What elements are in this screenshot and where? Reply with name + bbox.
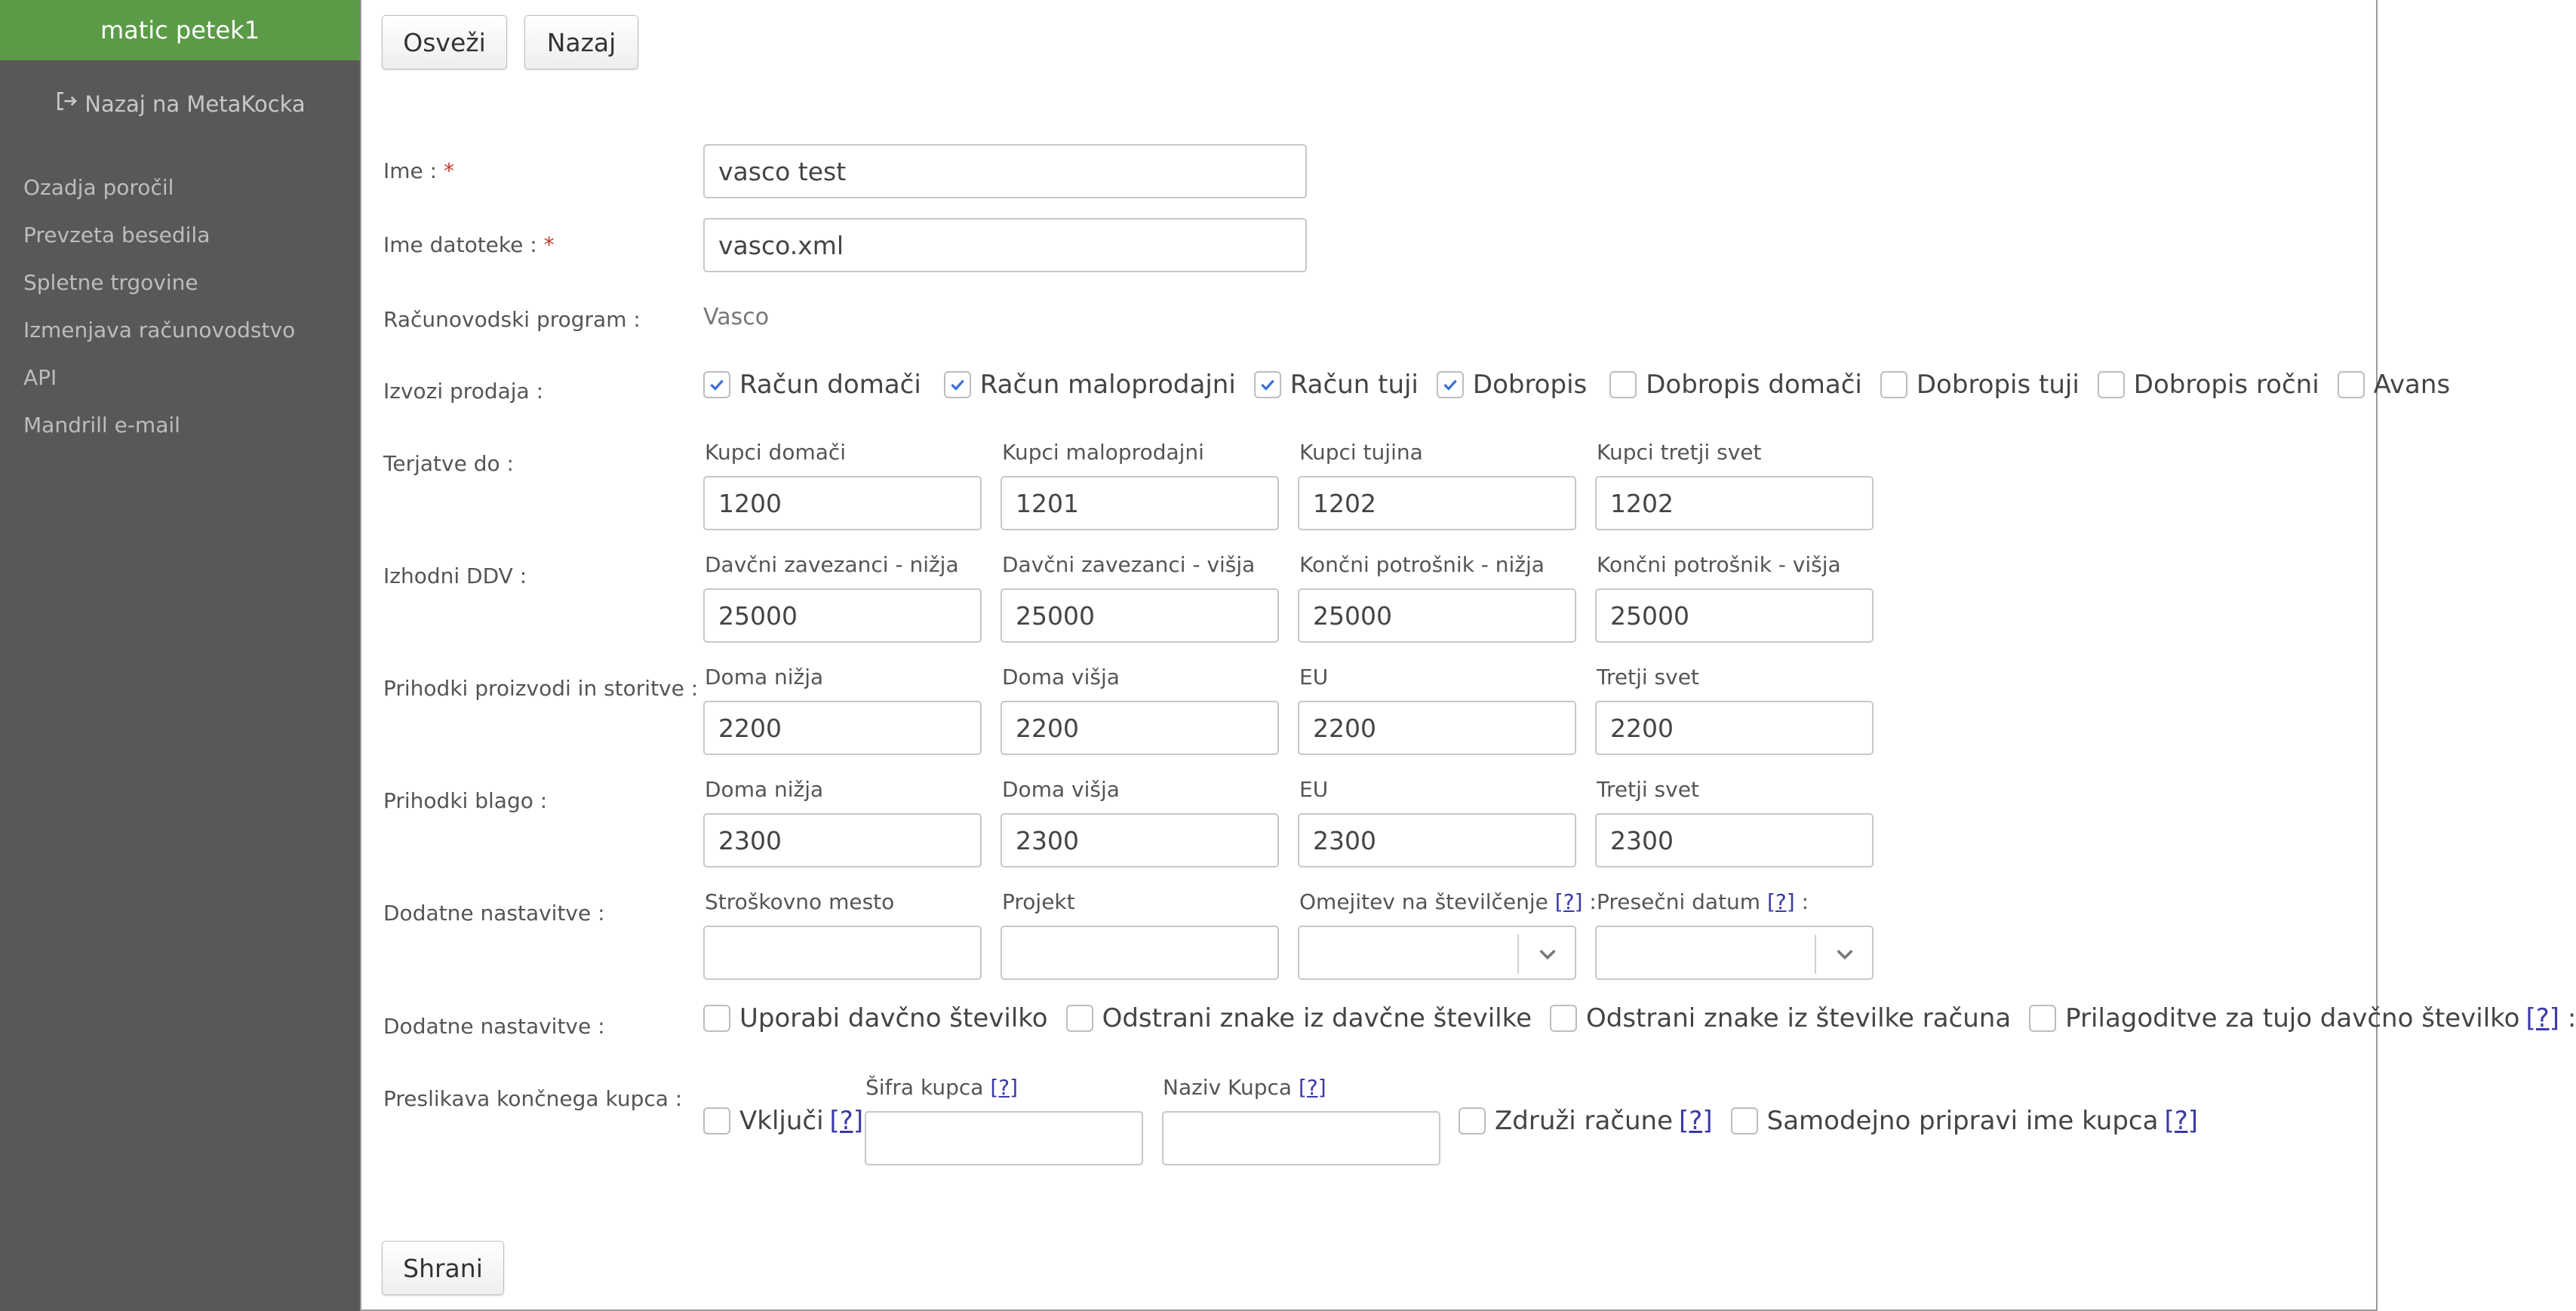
- sidebar-item-api[interactable]: [0, 354, 360, 401]
- export-option[interactable]: Dobropis ročni: [2098, 370, 2319, 400]
- receivables-input[interactable]: 1201: [1001, 476, 1279, 530]
- refresh-button[interactable]: Osveži: [382, 15, 507, 69]
- output-vat-label: Izhodni DDV :: [383, 563, 527, 588]
- income-products-input[interactable]: 2200: [1001, 701, 1279, 755]
- export-option[interactable]: Račun domači: [703, 370, 921, 400]
- income-products-field-label: Tretji svet: [1597, 665, 1699, 689]
- auto-name-help-link[interactable]: [?]: [2164, 1106, 2199, 1136]
- numbering-limit-label: Omejitev na številčenje [?] :: [1299, 889, 1597, 914]
- export-option[interactable]: Dobropis tuji: [1880, 370, 2080, 400]
- customer-code-input[interactable]: [865, 1111, 1143, 1165]
- cutoff-date-help-link[interactable]: [?]: [1767, 889, 1795, 914]
- end-customer-options: [1459, 1106, 2198, 1136]
- strip-tax-number-option[interactable]: Odstrani znake iz davčne številke: [1066, 1003, 1532, 1033]
- export-option[interactable]: Dobropis: [1437, 370, 1587, 400]
- name-label: Ime : *: [383, 158, 454, 183]
- output-vat-field-label: Končni potrošnik - nižja: [1299, 552, 1545, 577]
- chevron-down-icon: [1535, 944, 1560, 965]
- back-to-metakocka-label: Nazaj na MetaKocka: [85, 91, 306, 117]
- income-goods-field-label: Doma višja: [1002, 777, 1120, 802]
- income-goods-input[interactable]: 2300: [1001, 813, 1279, 867]
- checkbox[interactable]: [1609, 371, 1637, 398]
- foreign-tax-help-link[interactable]: [?]: [2525, 1003, 2560, 1033]
- sidebar-item-report-backgrounds[interactable]: [0, 164, 360, 211]
- sidebar-item-label: API: [23, 365, 57, 390]
- exports-options: [703, 370, 2450, 400]
- extra-settings-options: [703, 1003, 2576, 1033]
- sidebar-item-label: Mandrill e-mail: [23, 413, 180, 438]
- sidebar: [0, 0, 360, 1311]
- sidebar-item-accounting-exchange[interactable]: [0, 306, 360, 354]
- output-vat-field-label: Davčni zavezanci - višja: [1002, 552, 1256, 577]
- receivables-input[interactable]: 1202: [1595, 476, 1874, 530]
- receivables-field-label: Kupci maloprodajni: [1002, 440, 1204, 465]
- income-products-input[interactable]: 2200: [1595, 701, 1874, 755]
- filename-input[interactable]: vasco.xml: [703, 218, 1307, 272]
- project-label: Projekt: [1002, 889, 1075, 914]
- checkbox[interactable]: [1254, 371, 1281, 398]
- back-to-metakocka-link[interactable]: [0, 89, 360, 118]
- sidebar-item-label: Spletne trgovine: [23, 270, 198, 295]
- checkbox[interactable]: [703, 371, 730, 398]
- cost-center-input[interactable]: [703, 926, 982, 980]
- checkbox[interactable]: [944, 371, 971, 398]
- checkbox[interactable]: [1880, 371, 1907, 398]
- checkbox[interactable]: [1550, 1005, 1577, 1032]
- include-option[interactable]: Vključi [?]: [703, 1106, 863, 1136]
- include-help-link[interactable]: [?]: [829, 1106, 864, 1136]
- foreign-tax-number-option[interactable]: Prilagoditve za tujo davčno številko [?] :: [2029, 1003, 2576, 1033]
- checkbox[interactable]: [1731, 1107, 1758, 1134]
- receivables-input[interactable]: 1200: [703, 476, 982, 530]
- strip-invoice-number-option[interactable]: Odstrani znake iz številke računa: [1550, 1003, 2011, 1033]
- save-button[interactable]: Shrani: [382, 1241, 504, 1295]
- checkbox[interactable]: [703, 1107, 730, 1134]
- output-vat-input[interactable]: 25000: [1298, 588, 1576, 643]
- customer-name-label: Naziv Kupca [?]: [1163, 1075, 1326, 1100]
- checkbox[interactable]: [1459, 1107, 1486, 1134]
- back-button[interactable]: Nazaj: [524, 15, 638, 69]
- income-products-field-label: EU: [1299, 665, 1329, 689]
- end-customer-label: Preslikava končnega kupca :: [383, 1086, 683, 1111]
- checkbox[interactable]: [2029, 1005, 2056, 1032]
- receivables-field-label: Kupci tretji svet: [1597, 440, 1762, 465]
- income-goods-field-label: Doma nižja: [705, 777, 824, 802]
- name-input[interactable]: vasco test: [703, 144, 1307, 198]
- exports-label: Izvozi prodaja :: [383, 379, 544, 404]
- output-vat-field-label: Končni potrošnik - višja: [1597, 552, 1841, 577]
- filename-label: Ime datoteke : *: [383, 232, 555, 257]
- receivables-input[interactable]: 1202: [1298, 476, 1576, 530]
- income-goods-input[interactable]: 2300: [703, 813, 982, 867]
- use-tax-number-option[interactable]: Uporabi davčno številko: [703, 1003, 1048, 1033]
- income-products-field-label: Doma nižja: [705, 665, 824, 689]
- income-products-label: Prihodki proizvodi in storitve :: [383, 676, 699, 701]
- extra-settings-2-label: Dodatne nastavitve :: [383, 1014, 605, 1039]
- sidebar-item-label: Izmenjava računovodstvo: [23, 318, 296, 342]
- main-content: [360, 0, 2576, 1311]
- export-option[interactable]: Račun tuji: [1254, 370, 1419, 400]
- user-name: matic petek1: [0, 0, 360, 60]
- chevron-down-icon: [1833, 944, 1857, 965]
- checkbox[interactable]: [1437, 371, 1464, 398]
- accounting-program-value: Vasco: [703, 304, 770, 330]
- income-goods-label: Prihodki blago :: [383, 788, 548, 813]
- sidebar-item-default-texts[interactable]: [0, 211, 360, 259]
- output-vat-field-label: Davčni zavezanci - nižja: [705, 552, 959, 577]
- numbering-limit-help-link[interactable]: [?]: [1554, 889, 1583, 914]
- receivables-label: Terjatve do :: [383, 451, 514, 476]
- cutoff-date-label: Presečni datum [?] :: [1597, 889, 1809, 914]
- receivables-field-label: Kupci tujina: [1299, 440, 1423, 465]
- accounting-program-label: Računovodski program :: [383, 307, 641, 332]
- customer-code-help-link[interactable]: [?]: [990, 1075, 1019, 1100]
- project-input[interactable]: [1001, 926, 1279, 980]
- sidebar-menu: [0, 164, 360, 449]
- income-goods-input[interactable]: 2300: [1595, 813, 1874, 867]
- sidebar-item-mandrill[interactable]: [0, 401, 360, 449]
- auto-customer-name-option[interactable]: Samodejno pripravi ime kupca [?]: [1731, 1106, 2198, 1136]
- sidebar-item-web-shops[interactable]: [0, 259, 360, 306]
- numbering-limit-select[interactable]: [1298, 926, 1576, 980]
- customer-name-help-link[interactable]: [?]: [1299, 1075, 1326, 1100]
- income-products-input[interactable]: 2200: [703, 701, 982, 755]
- output-vat-input[interactable]: 25000: [1001, 588, 1279, 643]
- sidebar-item-label: Ozadja poročil: [23, 175, 174, 200]
- receivables-field-label: Kupci domači: [705, 440, 847, 465]
- income-goods-field-label: EU: [1299, 777, 1329, 802]
- cutoff-date-select[interactable]: [1595, 926, 1874, 980]
- income-goods-input[interactable]: 2300: [1298, 813, 1576, 867]
- income-goods-field-label: Tretji svet: [1597, 777, 1699, 802]
- export-option[interactable]: Račun maloprodajni: [944, 370, 1236, 400]
- checkbox[interactable]: [2338, 371, 2365, 398]
- merge-invoices-option[interactable]: Združi račune [?]: [1459, 1106, 1713, 1136]
- customer-code-label: Šifra kupca [?]: [865, 1075, 1019, 1100]
- checkbox[interactable]: [703, 1005, 730, 1032]
- income-products-field-label: Doma višja: [1002, 665, 1120, 689]
- income-products-input[interactable]: 2200: [1298, 701, 1576, 755]
- checkbox[interactable]: [2098, 371, 2125, 398]
- output-vat-input[interactable]: 25000: [1595, 588, 1874, 643]
- merge-help-link[interactable]: [?]: [1679, 1106, 1713, 1136]
- export-option[interactable]: Avans: [2338, 370, 2451, 400]
- sidebar-item-label: Prevzeta besedila: [23, 223, 211, 247]
- output-vat-input[interactable]: 25000: [703, 588, 982, 643]
- extra-settings-label: Dodatne nastavitve :: [383, 901, 605, 926]
- cost-center-label: Stroškovno mesto: [705, 889, 895, 914]
- export-option[interactable]: Dobropis domači: [1609, 370, 1862, 400]
- checkbox[interactable]: [1066, 1005, 1093, 1032]
- customer-name-input[interactable]: [1162, 1111, 1440, 1165]
- logout-icon: [54, 89, 78, 118]
